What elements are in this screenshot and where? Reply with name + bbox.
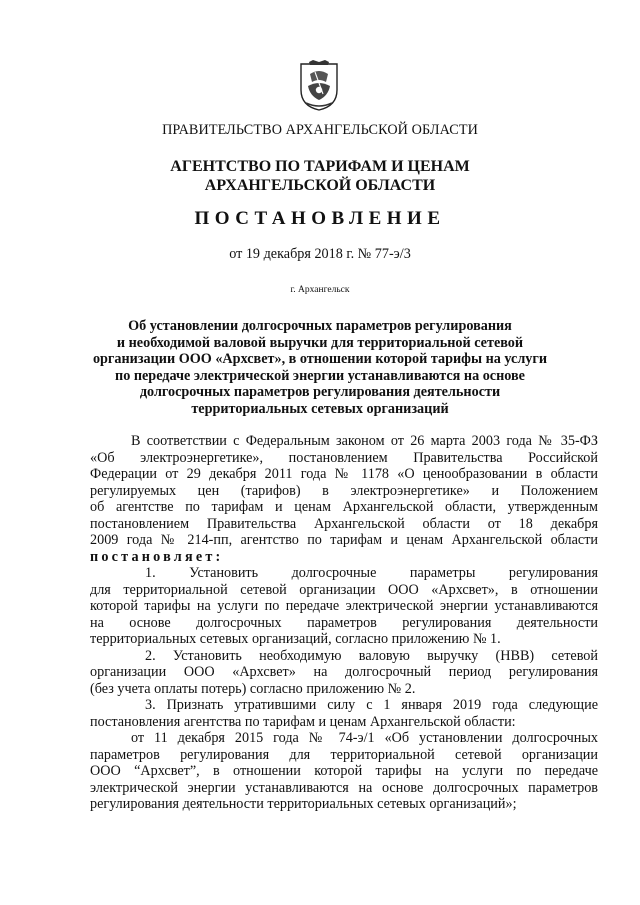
subject-line: по передаче электрической энергии устанавливаются на основе	[115, 367, 525, 384]
body-line: которой тарифы на услуги по передаче электрической энергии устанавливаются	[90, 598, 598, 614]
document-date-number: от 19 декабря 2018 г. № 77-э/3	[229, 246, 411, 262]
body-line: 2. Установить необходимую валовую выручку (НВВ) сетевой	[145, 647, 598, 664]
body-line: регулирования деятельности территориальных сетевых организаций»;	[90, 796, 517, 812]
body-line: 1. Установить долгосрочные параметры регулирования	[145, 565, 598, 581]
subject-line: и необходимой валовой выручки для территориальной сетевой	[116, 334, 524, 351]
body-line: ООО “Архсвет”, в отношении которой тарифы на услуги по передаче	[90, 763, 598, 779]
paragraph-preamble	[90, 433, 598, 565]
body-line: параметров регулирования для территориальной сетевой организации	[90, 746, 598, 763]
body-line: от 11 декабря 2015 года № 74-э/1 «Об установлении долгосрочных	[131, 730, 598, 746]
body-line: Федерации от 29 декабря 2011 года № 1178 «О ценообразовании в области	[90, 466, 598, 482]
agency-name-line: АРХАНГЕЛЬСКОЙ ОБЛАСТИ	[204, 177, 436, 194]
paragraph-item-1	[90, 565, 598, 648]
body-line: электрической энергии устанавливаются на основе долгосрочных параметров	[90, 779, 598, 796]
decree-word: постановляет:	[90, 548, 224, 565]
body-line: «Об электроэнергетике», постановлением Правительства Российской	[90, 449, 598, 466]
body-line: территориальных сетевых организаций, согласно приложению № 1.	[90, 631, 501, 647]
subject-line: территориальных сетевых организаций	[191, 400, 449, 417]
body-line: об агентстве по тарифам и ценам Архангельской области, утвержденным	[90, 499, 598, 515]
body-line: 3. Признать утратившими силу с 1 января 2019 года следующие	[145, 697, 598, 713]
paragraph-repealed-decree	[90, 730, 598, 813]
paragraph-item-2	[90, 648, 598, 698]
body-line: организации ООО «Архсвет» на долгосрочный период регулирования	[90, 664, 598, 680]
agency-name	[0, 157, 640, 195]
government-name: ПРАВИТЕЛЬСТВО АРХАНГЕЛЬСКОЙ ОБЛАСТИ	[162, 122, 478, 138]
subject-line: организации ООО «Архсвет», в отношении которой тарифы на услуги	[92, 351, 548, 367]
subject-line: долгосрочных параметров регулирования деятельности	[139, 384, 501, 400]
body-line: на основе долгосрочных параметров регулирования деятельности	[90, 614, 598, 631]
paragraph-item-3	[90, 697, 598, 730]
body-line: (без учета оплаты потерь) согласно приложению № 2.	[90, 680, 416, 697]
body-line: для территориальной сетевой организации ООО «Архсвет», в отношении	[90, 581, 598, 598]
body-line: постановления агентства по тарифам и ценам Архангельской области:	[90, 713, 516, 730]
body-line: В соответствии с Федеральным законом от 26 марта 2003 года № 35-ФЗ	[131, 433, 598, 449]
coat-of-arms-emblem	[298, 60, 340, 112]
body-line: 2009 года № 214-пп, агентство по тарифам и ценам Архангельской области	[90, 532, 598, 548]
body-line: постановлением Правительства Архангельской области от 18 декабря	[90, 515, 598, 532]
document-body	[90, 433, 598, 813]
document-type-title: ПОСТАНОВЛЕНИЕ	[194, 208, 446, 229]
document-city: г. Архангельск	[290, 285, 350, 295]
body-line: регулируемых цен (тарифов) в электроэнергетике» и Положением	[90, 482, 598, 499]
agency-name-line: АГЕНТСТВО ПО ТАРИФАМ И ЦЕНАМ	[170, 158, 470, 175]
subject-line: Об установлении долгосрочных параметров регулирования	[128, 318, 512, 334]
document-subject	[0, 318, 640, 417]
